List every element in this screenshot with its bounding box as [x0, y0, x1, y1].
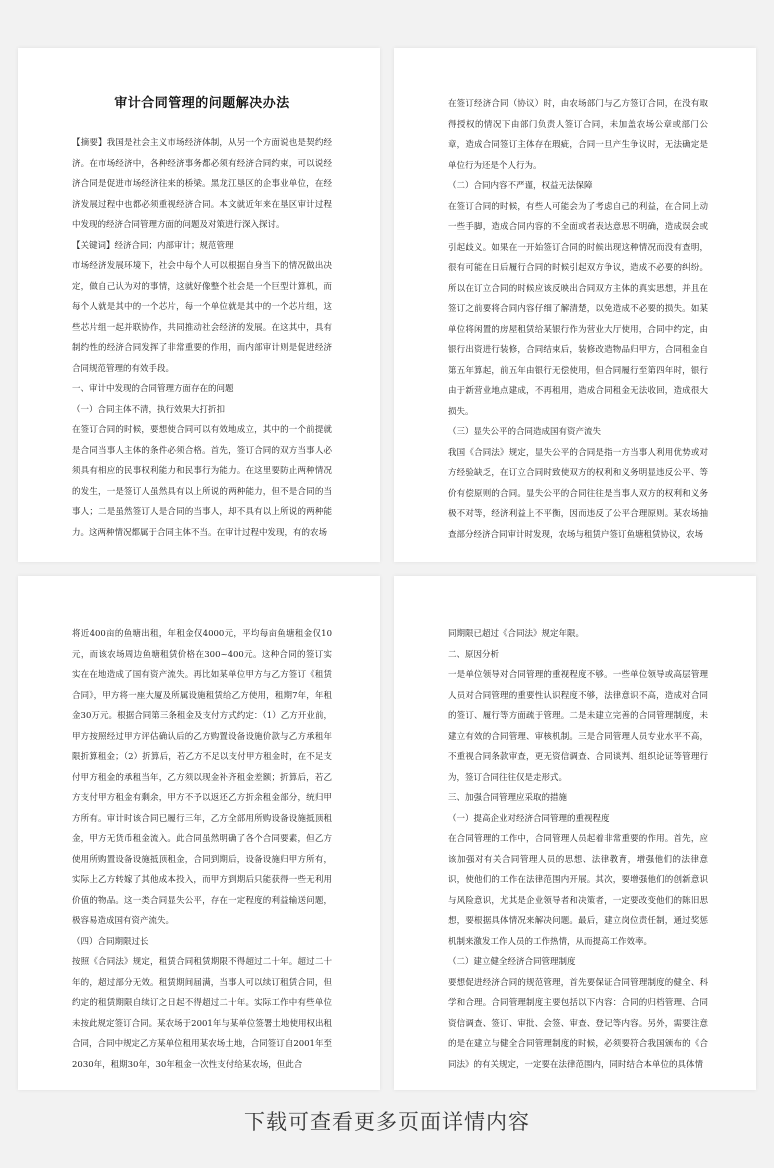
body-paragraph: 一是单位领导对合同管理的重视程度不够。一些单位领导或高层管理人员对合同管理的重要性认识程度不够，法律意识不高，造成对合同的签订、履行等方面疏于管理。二是未建立完善的合同管理制度，未建立有效的合同管理、审核机制。三是合同管理人员专业水平不高，不重视合同条款审查，更无资信调查、合同谈判、组织论证等管理行为，签订合同往往仅是走形式。	[448, 670, 708, 783]
body-paragraph: 在签订经济合同（协议）时，由农场部门与乙方签订合同，在没有取得授权的情况下由部门负责人签订合同，未加盖农场公章或部门公章，造成合同签订主体存在瑕疵，合同一旦产生争议时，无法确定是单位行为还是个人行为。	[448, 99, 708, 171]
subsection-heading: （一）提高企业对经济合同管理的重视程度	[448, 813, 610, 824]
document-page-1	[18, 48, 380, 562]
subsection-heading: （四）合同期限过长	[72, 936, 149, 947]
body-paragraph: 要想促进经济合同的规范管理，首先要保证合同管理制度的健全、科学和合理。合同管理制度主要包括以下内容：合同的归档管理、合同资信调查、签订、审批、会签、审查、登记等内容。另外，需要注意的是在建立与健全合同管理制度的时候，必须要符合我国颁布的《合同法》的有关规定，一定要在法律范围内，同时结合本单位的具体情	[448, 977, 708, 1070]
body-paragraph: 同期限已超过《合同法》规定年限。	[448, 629, 585, 639]
keywords-line: 【关键词】经济合同；内部审计；规范管理	[72, 240, 234, 251]
body-paragraph: 在合同管理的工作中，合同管理人员起着非常重要的作用。首先，应该加强对有关合同管理人员的思想、法律教育，增强他们的法律意识，使他们的工作在法律范围内开展。其次，要增强他们的创新意识与风险意识，尤其是企业领导者和决策者，一定要改变他们的陈旧思想，要根据具体情况来解决问题。最后，建立岗位责任制，通过奖惩机制来激发工作人员的工作热情，从而提高工作效率。	[448, 834, 708, 947]
subsection-heading: （一）合同主体不清，执行效果大打折扣	[72, 404, 226, 415]
subsection-heading: （三）显失公平的合同造成国有资产流失	[448, 427, 602, 437]
body-paragraph: 将近400亩的鱼塘出租，年租金仅4000元，平均每亩鱼塘租金仅10元，而该农场周边鱼塘租赁价格在300~400元。这种合同的签订实实在在地造成了国有资产流失。再比如某单位甲方与乙方签订《租赁合同》，甲方将一座大厦及所属设施租赁给乙方使用，租期7年，年租金30万元。根据合同第三条租金及支付方式约定：（1）乙方开业前，甲方按照经过甲方评估确认后的乙方购置设备设施价款与乙方承租年限折算租金；（2）折算后，若乙方不足以支付甲方租金时，在不足支付甲方租金的承租当年，乙方须以现金补齐租金差额；折算后，若乙方支付甲方租金有剩余，甲方不予以返还乙方折余租金部分，统归甲方所有。审计时该合同已履行三年，乙方全部用所购设备设施抵顶租金，甲方无货币租金流入。此合同虽然明确了各个合同要素，但乙方使用所购置设备设施抵顶租金，合同到期后，设备设施归甲方所有，实际上乙方转嫁了其他成本投入，而甲方到期后只能获得一些无利用价值的物品。这一类合同显失公平，存在一定程度的利益输送问题，极容易造成国有资产流失。	[72, 629, 332, 926]
document-page-4	[394, 576, 756, 1090]
section-heading: 一、审计中发现的合同管理方面存在的问题	[72, 384, 234, 394]
document-title: 审计合同管理的问题解决办法	[114, 96, 290, 111]
abstract-paragraph: 【摘要】我国是社会主义市场经济体制，从另一个方面说也是契约经济。在市场经济中，各种经济事务都必须有经济合同约束，可以说经济合同是促进市场经济往来的桥梁。黑龙江垦区的企事业单位，在经济发展过程中也都必须重视经济合同。本文就近年来在垦区审计过程中发现的经济合同管理方面的问题及对策进行深入探讨。	[72, 138, 332, 230]
subsection-heading: （二）建立健全经济合同管理制度	[448, 957, 576, 967]
body-paragraph: 我国《合同法》规定，显失公平的合同是指一方当事人利用优势或对方经验缺乏，在订立合同时致使双方的权利和义务明显违反公平、等价有偿原则的合同。显失公平的合同往往是当事人双方的权利和义务极不对等，经济利益上不平衡，因而违反了公平合理原则。某农场抽查部分经济合同审计时发现，农场与租赁户签订鱼塘租赁协议，农场	[448, 447, 708, 540]
intro-paragraph: 市场经济发展环境下，社会中每个人可以根据自身当下的情况做出决定，做自己认为对的事情，这就好像整个社会是一个巨型计算机，而每个人就是其中的一个芯片，每一个单位就是其中的一个芯片组，这些芯片组一起并联协作，共同推动社会经济的发展。在这其中，具有制约性的经济合同发挥了非常重要的作用，而内部审计则是促进经济合同规范管理的有效手段。	[72, 261, 332, 374]
section-heading: 二、原因分析	[448, 649, 500, 660]
body-paragraph: 在签订合同的时候，有些人可能会为了考虑自己的利益，在合同上动一些手脚，造成合同内容的不全面或者表达意思不明确，造成误会或引起歧义。如果在一开始签订合同的时候出现这种情况而没有查明，很有可能在日后履行合同的时候引起双方争议，造成不必要的纠纷。所以在订立合同的时候应该反映出合同双方主体的真实思想，并且在签订之前要将合同内容仔细了解清楚，以免造成不必要的损失。如某单位将闲置的房屋租赁给某银行作为营业大厅使用，合同中约定，由银行出资进行装修，合同结束后，装修改造物品归甲方，合同租金自第五年算起，前五年由银行无偿使用，但合同履行至第四年时，银行由于新营业地点建成，不再租用，造成合同租金无法收回，造成很大损失。	[448, 201, 708, 417]
section-heading: 三、加强合同管理应采取的措施	[448, 793, 568, 803]
document-page-2	[394, 48, 756, 562]
body-paragraph: 按照《合同法》规定，租赁合同租赁期限不得超过二十年。超过二十年的，超过部分无效。租赁期间届满，当事人可以续订租赁合同，但约定的租赁期限自续订之日起不得超过二十年。实际工作中有些单位未按此规定签订合同。某农场于2001年与某单位签署土地使用权出租合同，合同中规定乙方某单位租用某农场土地，合同签订自2001年至2030年，租期30年，30年租金一次性支付给某农场，但此合	[72, 957, 332, 1070]
subsection-heading: （二）合同内容不严谨，权益无法保障	[448, 181, 593, 191]
download-more-caption[interactable]: 下载可查看更多页面详情内容	[244, 1110, 530, 1134]
document-page-3	[18, 576, 380, 1090]
body-paragraph: 在签订合同的时候，要想使合同可以有效地成立，其中的一个前提就是合同当事人主体的条件必须合格。首先，签订合同的双方当事人必须具有相应的民事权利能力和民事行为能力。在这里要防止两种情况的发生，一是签订人虽然具有以上所说的两种能力，但不是合同的当事人；二是虽然签订人是合同的当事人，却不具有以上所说的两种能力。这两种情况都属于合同主体不当。在审计过程中发现，有的农场	[72, 425, 332, 538]
